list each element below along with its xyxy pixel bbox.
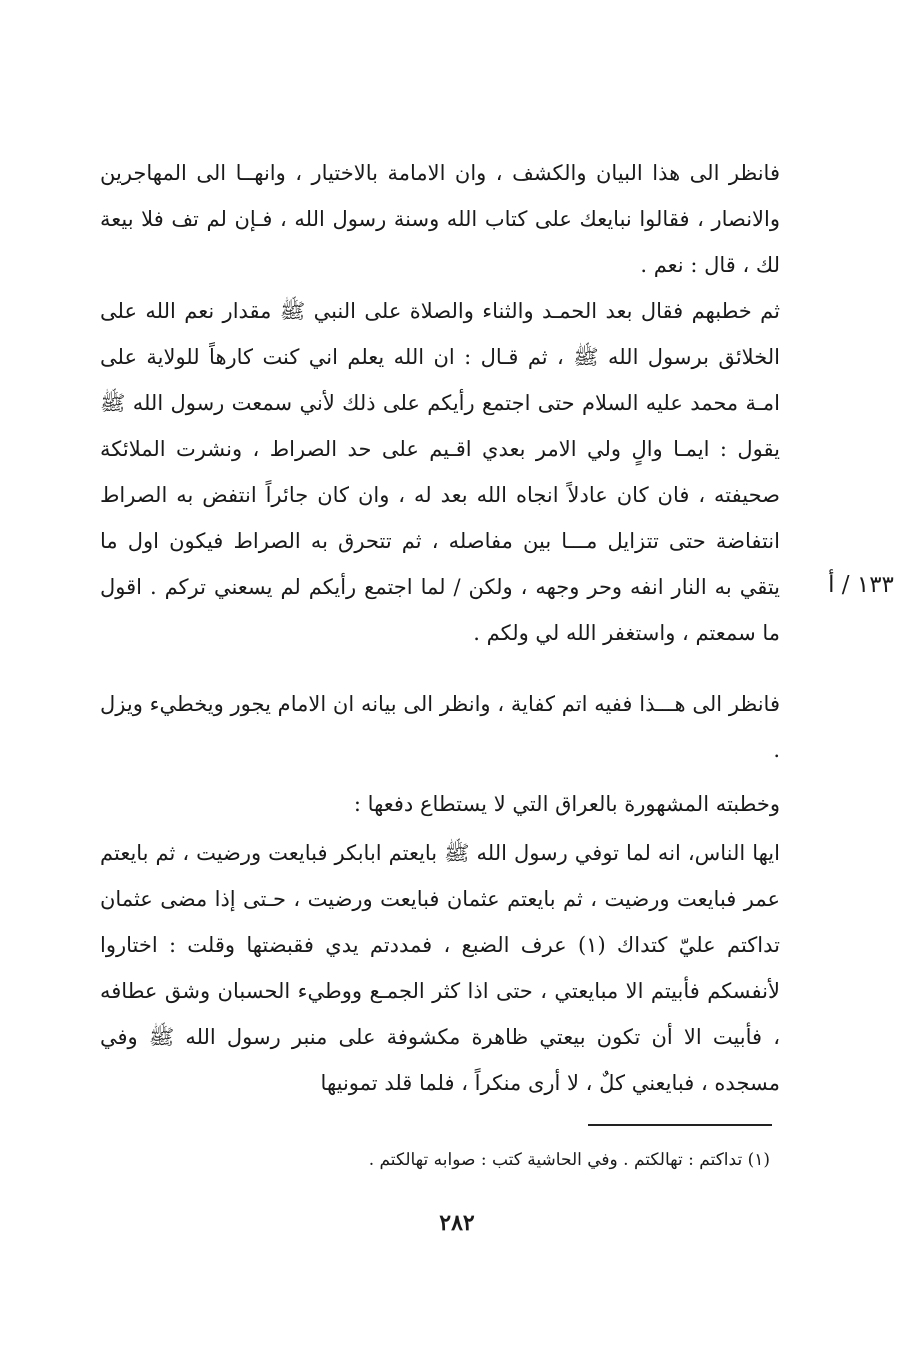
paragraph: فانظر الى هذا البيان والكشف ، وان الامامة بالاختيار ، وانهــا الى المهاجرين والانصار ، فقالوا نبايعك على كتاب الله وسنة رسول الله ، فـإن لم تف فلا بيعة لك ، قال : نعم . xyxy=(100,161,780,277)
paragraph: وخطبته المشهورة بالعراق التي لا يستطاع دفعها : xyxy=(353,792,780,816)
paragraph: فانظر الى هـــذا ففيه اتم كفاية ، وانظر الى بيانه ان الامام يجور ويخطيء ويزل . xyxy=(100,692,780,762)
paragraph: ايها الناس، انه لما توفي رسول الله ﷺ بايعتم ابابكر فبايعت ورضيت ، ثم بايعتم عمر فبايعت ورضيت ، ثم بايعتم عثمان فبايعت ورضيت ، حـتى إذا مضى عثمان تداكتم عليّ كتداك (١) عرف الضبع ، فمددتم يدي فقبضتها وقلت : اختاروا لأنفسكم فأبيتم الا مبايعتي ، حتى اذا كثر الجمـع ووطيء الحسبان وشق عطافه ، فأبيت الا أن تكون بيعتي ظاهرة مكشوفة على منبر رسول الله ﷺ وفي مسجده ، فبايعني كلٌ ، لا أرى منكراً ، فلما قلد تمونيها xyxy=(100,841,780,1095)
page-number: ٢٨٢ xyxy=(439,1210,475,1236)
footnote-separator xyxy=(588,1124,772,1126)
margin-folio-note: ١٣٣ / أ xyxy=(828,572,894,598)
paragraph: ثم خطبهم فقال بعد الحمـد والثناء والصلاة على النبي ﷺ مقدار نعم الله على الخلائق برسول الله ﷺ ، ثم قـال : ان الله يعلم اني كنت كارهاً للولاية على امـة محمد عليه السلام حتى اجتمع رأيكم على ذلك لأني سمعت رسول الله ﷺ يقول : ايمـا والٍ ولي الامر بعدي اقـيم على حد الصراط ، ونشرت الملائكة صحيفته ، فان كان عادلاً انجاه الله بعد له ، وان كان جائراً انتفض به الصراط انتفاضة حتى تتزايل مـــا بين مفاصله ، ثم تتحرق به الصراط فيكون اول ما يتقي به النار انفه وحر وجهه ، ولكن / لما اجتمع رأيكم لم يسعني تركم . اقول ما سمعتم ، واستغفر الله لي ولكم . xyxy=(100,299,780,645)
footnote: (١) تداكتم : تهالكتم . وفي الحاشية كتب : صوابه تهالكتم . xyxy=(368,1150,770,1170)
